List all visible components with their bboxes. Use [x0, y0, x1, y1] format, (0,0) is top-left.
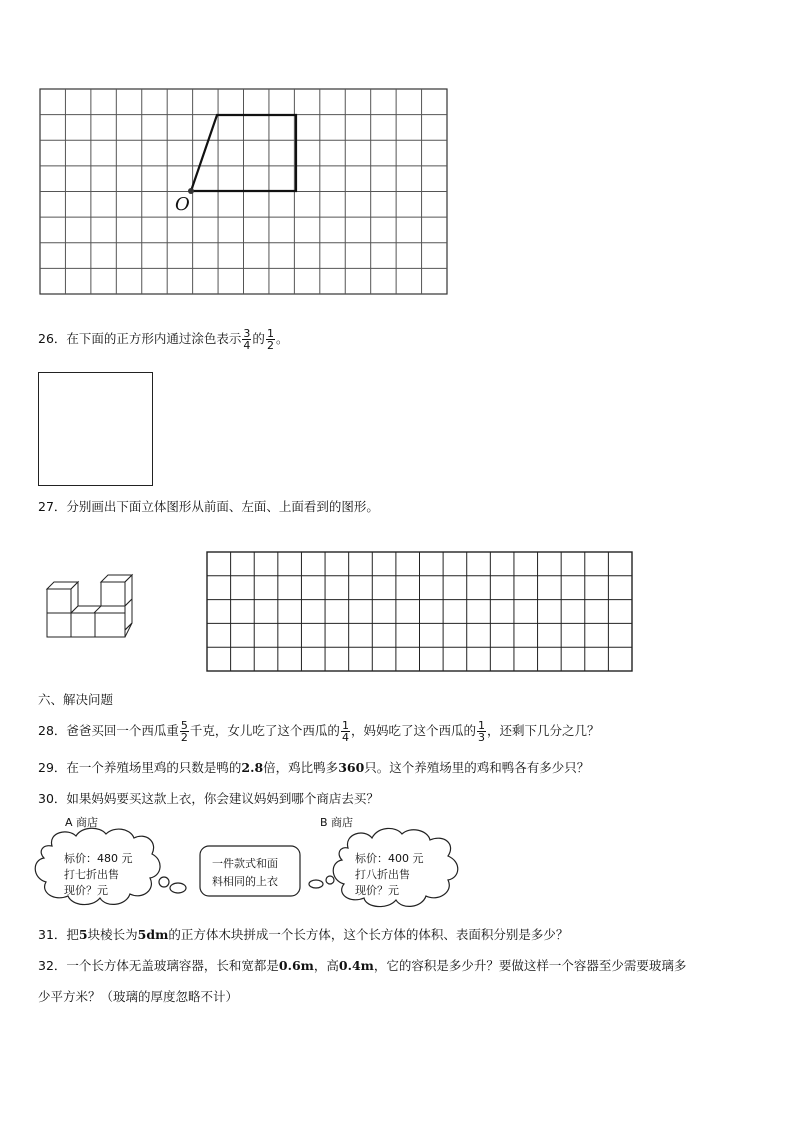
store-a-discount: 打七折出售	[64, 868, 119, 881]
question-29	[38, 760, 589, 776]
section-6-title: 六、解决问题	[38, 692, 114, 707]
grid-with-parallelogram	[0, 0, 794, 310]
fraction-three-quarters: $\frac{3}{4}$	[243, 327, 251, 352]
store-b-label: B 商店	[320, 816, 354, 829]
q30-text: 如果妈妈要买这款上衣，你会建议妈妈到哪个商店去买？	[66, 791, 379, 806]
q28-text-a: 爸爸买回一个西瓜重	[66, 723, 179, 738]
store-a-label: A 商店	[65, 816, 99, 829]
q29-value-1: 2.8	[241, 760, 264, 775]
q29-text-a: 在一个养殖场里鸡的只数是鸭的	[66, 760, 242, 775]
q27-number: 27．	[38, 499, 67, 514]
q28-number: 28．	[38, 723, 67, 738]
q29-value-2: 360	[338, 760, 365, 775]
q29-text-c: 只。这个养殖场里的鸡和鸭各有多少只？	[364, 760, 590, 775]
q26-number: 26．	[38, 331, 67, 346]
q29-number: 29．	[38, 760, 67, 775]
store-b-discount: 打八折出售	[355, 868, 410, 881]
center-line-1: 一件款式和面	[212, 857, 278, 870]
q26-text-c: 。	[275, 331, 289, 346]
q32-value-1: 0.6m	[278, 958, 314, 973]
q32-number: 32．	[38, 958, 67, 973]
question-28	[38, 720, 599, 743]
q31-value-1: 5	[78, 927, 88, 942]
q29-text-b: 倍，鸡比鸭多	[263, 760, 339, 775]
origin-label: O	[175, 194, 190, 215]
q27-text: 分别画出下面立体图形从前面、左面、上面看到的图形。	[66, 499, 379, 514]
question-31	[38, 927, 568, 943]
q28-text-b: 千克，女儿吃了这个西瓜的	[189, 723, 340, 738]
q32-value-2: 0.4m	[338, 958, 374, 973]
q31-text-b: 块棱长为	[87, 927, 138, 942]
q26-text-b: 的	[252, 331, 265, 346]
store-b-current: 现价？元	[355, 884, 399, 897]
q31-number: 31．	[38, 927, 67, 942]
question-32-line-2: 少平方米？（玻璃的厚度忽略不计）	[38, 989, 239, 1004]
fraction-five-halves: $\frac{5}{2}$	[180, 719, 188, 744]
q31-text-a: 把	[66, 927, 79, 942]
q31-text-c: 的正方体木块拼成一个长方体，这个长方体的体积、表面积分别是多少？	[168, 927, 569, 942]
q31-value-2: 5dm	[137, 927, 169, 942]
question-26	[38, 328, 288, 351]
store-b-price: 标价：400 元	[355, 852, 424, 865]
store-a-current: 现价？元	[64, 884, 108, 897]
fraction-one-third: $\frac{1}{3}$	[477, 719, 485, 744]
q32-text-a: 一个长方体无盖玻璃容器，长和宽都是	[66, 958, 279, 973]
solid-figure-cubes	[40, 570, 140, 642]
q30-number: 30．	[38, 791, 67, 806]
q32-text-c: ，它的容积是多少升？要做这样一个容器至少需要玻璃多	[373, 958, 687, 973]
center-line-2: 料相同的上衣	[212, 875, 278, 888]
q26-text-a: 在下面的正方形内通过涂色表示	[66, 331, 242, 346]
fraction-one-quarter: $\frac{1}{4}$	[341, 719, 349, 744]
q28-text-d: ，还剩下几分之几？	[486, 723, 600, 738]
question-32	[38, 958, 686, 974]
question-27	[38, 499, 379, 515]
q28-text-c: ，妈妈吃了这个西瓜的	[350, 723, 476, 738]
drawing-grid[interactable]	[205, 550, 635, 674]
fraction-one-half: $\frac{1}{2}$	[266, 327, 274, 352]
question-30	[38, 791, 379, 807]
q32-text-b: ，高	[313, 958, 339, 973]
blank-square[interactable]	[38, 372, 153, 486]
store-a-price: 标价：480 元	[64, 852, 133, 865]
